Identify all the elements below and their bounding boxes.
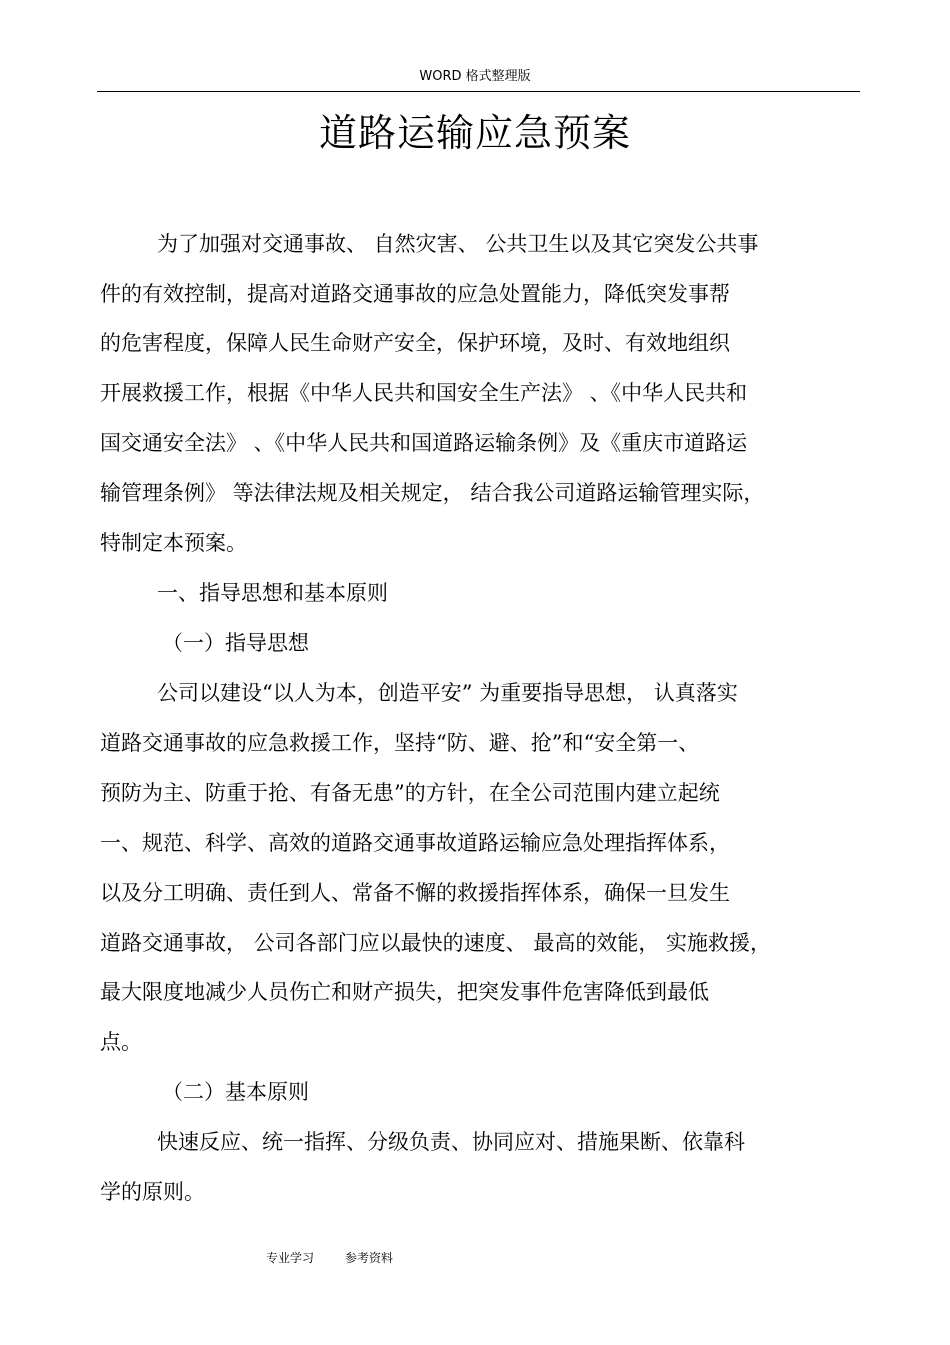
page-header-label: WORD 格式整理版: [419, 69, 531, 84]
paragraph-line: 一、规范、科学、高效的道路交通事故道路运输应急处理指挥体系，: [100, 831, 730, 855]
paragraph-line: 件的有效控制，提高对道路交通事故的应急处置能力，降低突发事帮: [100, 282, 730, 306]
paragraph-line: 最大限度地减少人员伤亡和财产损失，把突发事件危害降低到最低: [100, 980, 709, 1004]
paragraph-line: 特制定本预案。: [100, 531, 247, 555]
paragraph-line: 的危害程度，保障人民生命财产安全，保护环境，及时、有效地组织: [100, 331, 730, 355]
paragraph-line: 开展救援工作，根据《中华人民共和国安全生产法》 、《中华人民共和: [100, 381, 748, 405]
paragraph-line: 以及分工明确、责任到人、常备不懈的救援指挥体系，确保一旦发生: [100, 881, 730, 905]
paragraph-line: 输管理条例》 等法律法规及相关规定， 结合我公司道路运输管理实际，: [100, 481, 765, 505]
footer-right-label: 参考资料: [345, 1251, 394, 1265]
paragraph-line: 国交通安全法》 、《中华人民共和国道路运输条例》及《重庆市道路运: [100, 431, 748, 455]
paragraph-line: 快速反应、统一指挥、分级负责、协同应对、措施果断、依靠科: [157, 1130, 745, 1154]
header-divider: [97, 91, 860, 92]
paragraph-line: 道路交通事故的应急救援工作，坚持“防、避、抢”和“安全第一、: [100, 731, 700, 755]
paragraph-line: 道路交通事故， 公司各部门应以最快的速度、 最高的效能， 实施救援，: [100, 931, 772, 955]
document-title: 道路运输应急预案: [318, 111, 631, 155]
subsection-heading: （一）指导思想: [162, 631, 309, 655]
section-heading: 一、指导思想和基本原则: [157, 581, 388, 605]
paragraph-line: 学的原则。: [100, 1180, 205, 1204]
footer-left-label: 专业学习: [266, 1251, 315, 1265]
subsection-heading: （二）基本原则: [162, 1080, 309, 1104]
paragraph-line: 为了加强对交通事故、 自然灾害、 公共卫生以及其它突发公共事: [157, 232, 759, 256]
paragraph-line: 点。: [100, 1030, 142, 1054]
paragraph-line: 预防为主、防重于抢、有备无患”的方针，在全公司范围内建立起统: [100, 781, 720, 805]
paragraph-line: 公司以建设“以人为本，创造平安” 为重要指导思想， 认真落实: [157, 681, 738, 705]
